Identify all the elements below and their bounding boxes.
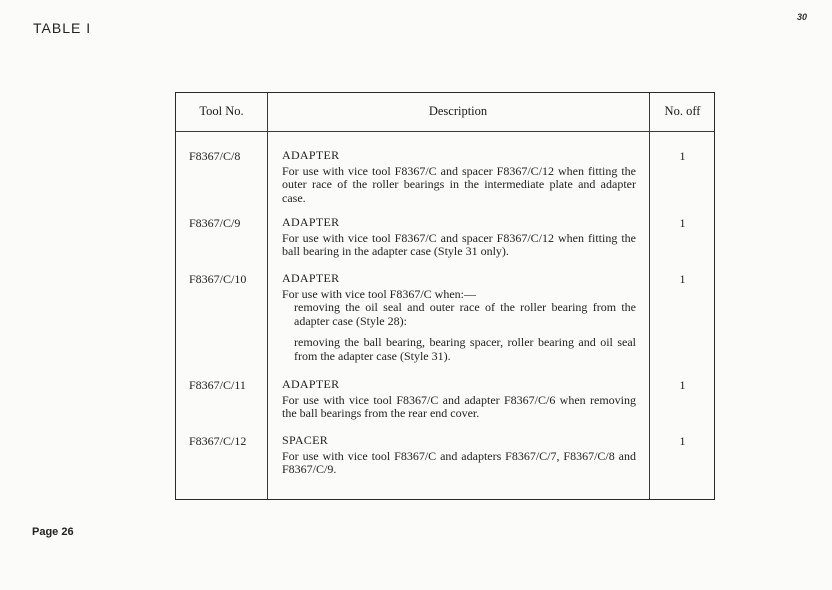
column-divider xyxy=(267,93,268,499)
tool-number: F8367/C/11 xyxy=(189,378,246,392)
description-cell xyxy=(282,434,636,477)
item-description: For use with vice tool F8367/C and spacer F8367/C/12 when fitting the ball bearing in the adapter case (Style 31 only). xyxy=(282,230,636,258)
tools-table xyxy=(175,92,715,500)
item-description: For use with vice tool F8367/C when:— xyxy=(282,286,476,301)
item-sub-description: removing the ball bearing, bearing spacer, roller bearing and oil seal from the adapter case (Style 31). xyxy=(294,335,636,363)
header-no-off: No. off xyxy=(664,104,701,118)
tool-number: F8367/C/12 xyxy=(189,434,247,448)
quantity: 1 xyxy=(679,272,686,286)
item-description: For use with vice tool F8367/C and spacer F8367/C/12 when fitting the outer race of the roller bearings in the intermediate plate and adapter case. xyxy=(282,163,636,205)
quantity: 1 xyxy=(679,149,686,163)
quantity: 1 xyxy=(679,216,686,230)
item-sub-description: removing the oil seal and outer race of the roller bearing from the adapter case (Style 28): xyxy=(294,300,636,328)
tool-number: F8367/C/9 xyxy=(189,216,241,230)
corner-page-number: 30 xyxy=(797,12,808,22)
header-tool-no: Tool No. xyxy=(199,104,244,118)
tool-number: F8367/C/10 xyxy=(189,272,247,286)
quantity: 1 xyxy=(679,434,686,448)
tool-number: F8367/C/8 xyxy=(189,149,241,163)
page-footer-number: Page 26 xyxy=(32,526,74,538)
description-cell xyxy=(282,149,636,205)
item-description: For use with vice tool F8367/C and adapter F8367/C/6 when removing the ball bearings from the rear end cover. xyxy=(282,392,636,420)
item-title: ADAPTER xyxy=(282,148,340,162)
description-cell xyxy=(282,216,636,259)
item-title: SPACER xyxy=(282,433,329,447)
item-title: ADAPTER xyxy=(282,271,340,285)
item-title: ADAPTER xyxy=(282,215,340,229)
table-label: TABLE I xyxy=(33,20,92,36)
item-title: ADAPTER xyxy=(282,377,340,391)
description-cell xyxy=(282,378,636,421)
description-cell xyxy=(282,272,636,363)
quantity: 1 xyxy=(679,378,686,392)
item-description: For use with vice tool F8367/C and adapters F8367/C/7, F8367/C/8 and F8367/C/9. xyxy=(282,448,636,476)
header-divider xyxy=(176,131,714,132)
header-description: Description xyxy=(428,104,488,118)
